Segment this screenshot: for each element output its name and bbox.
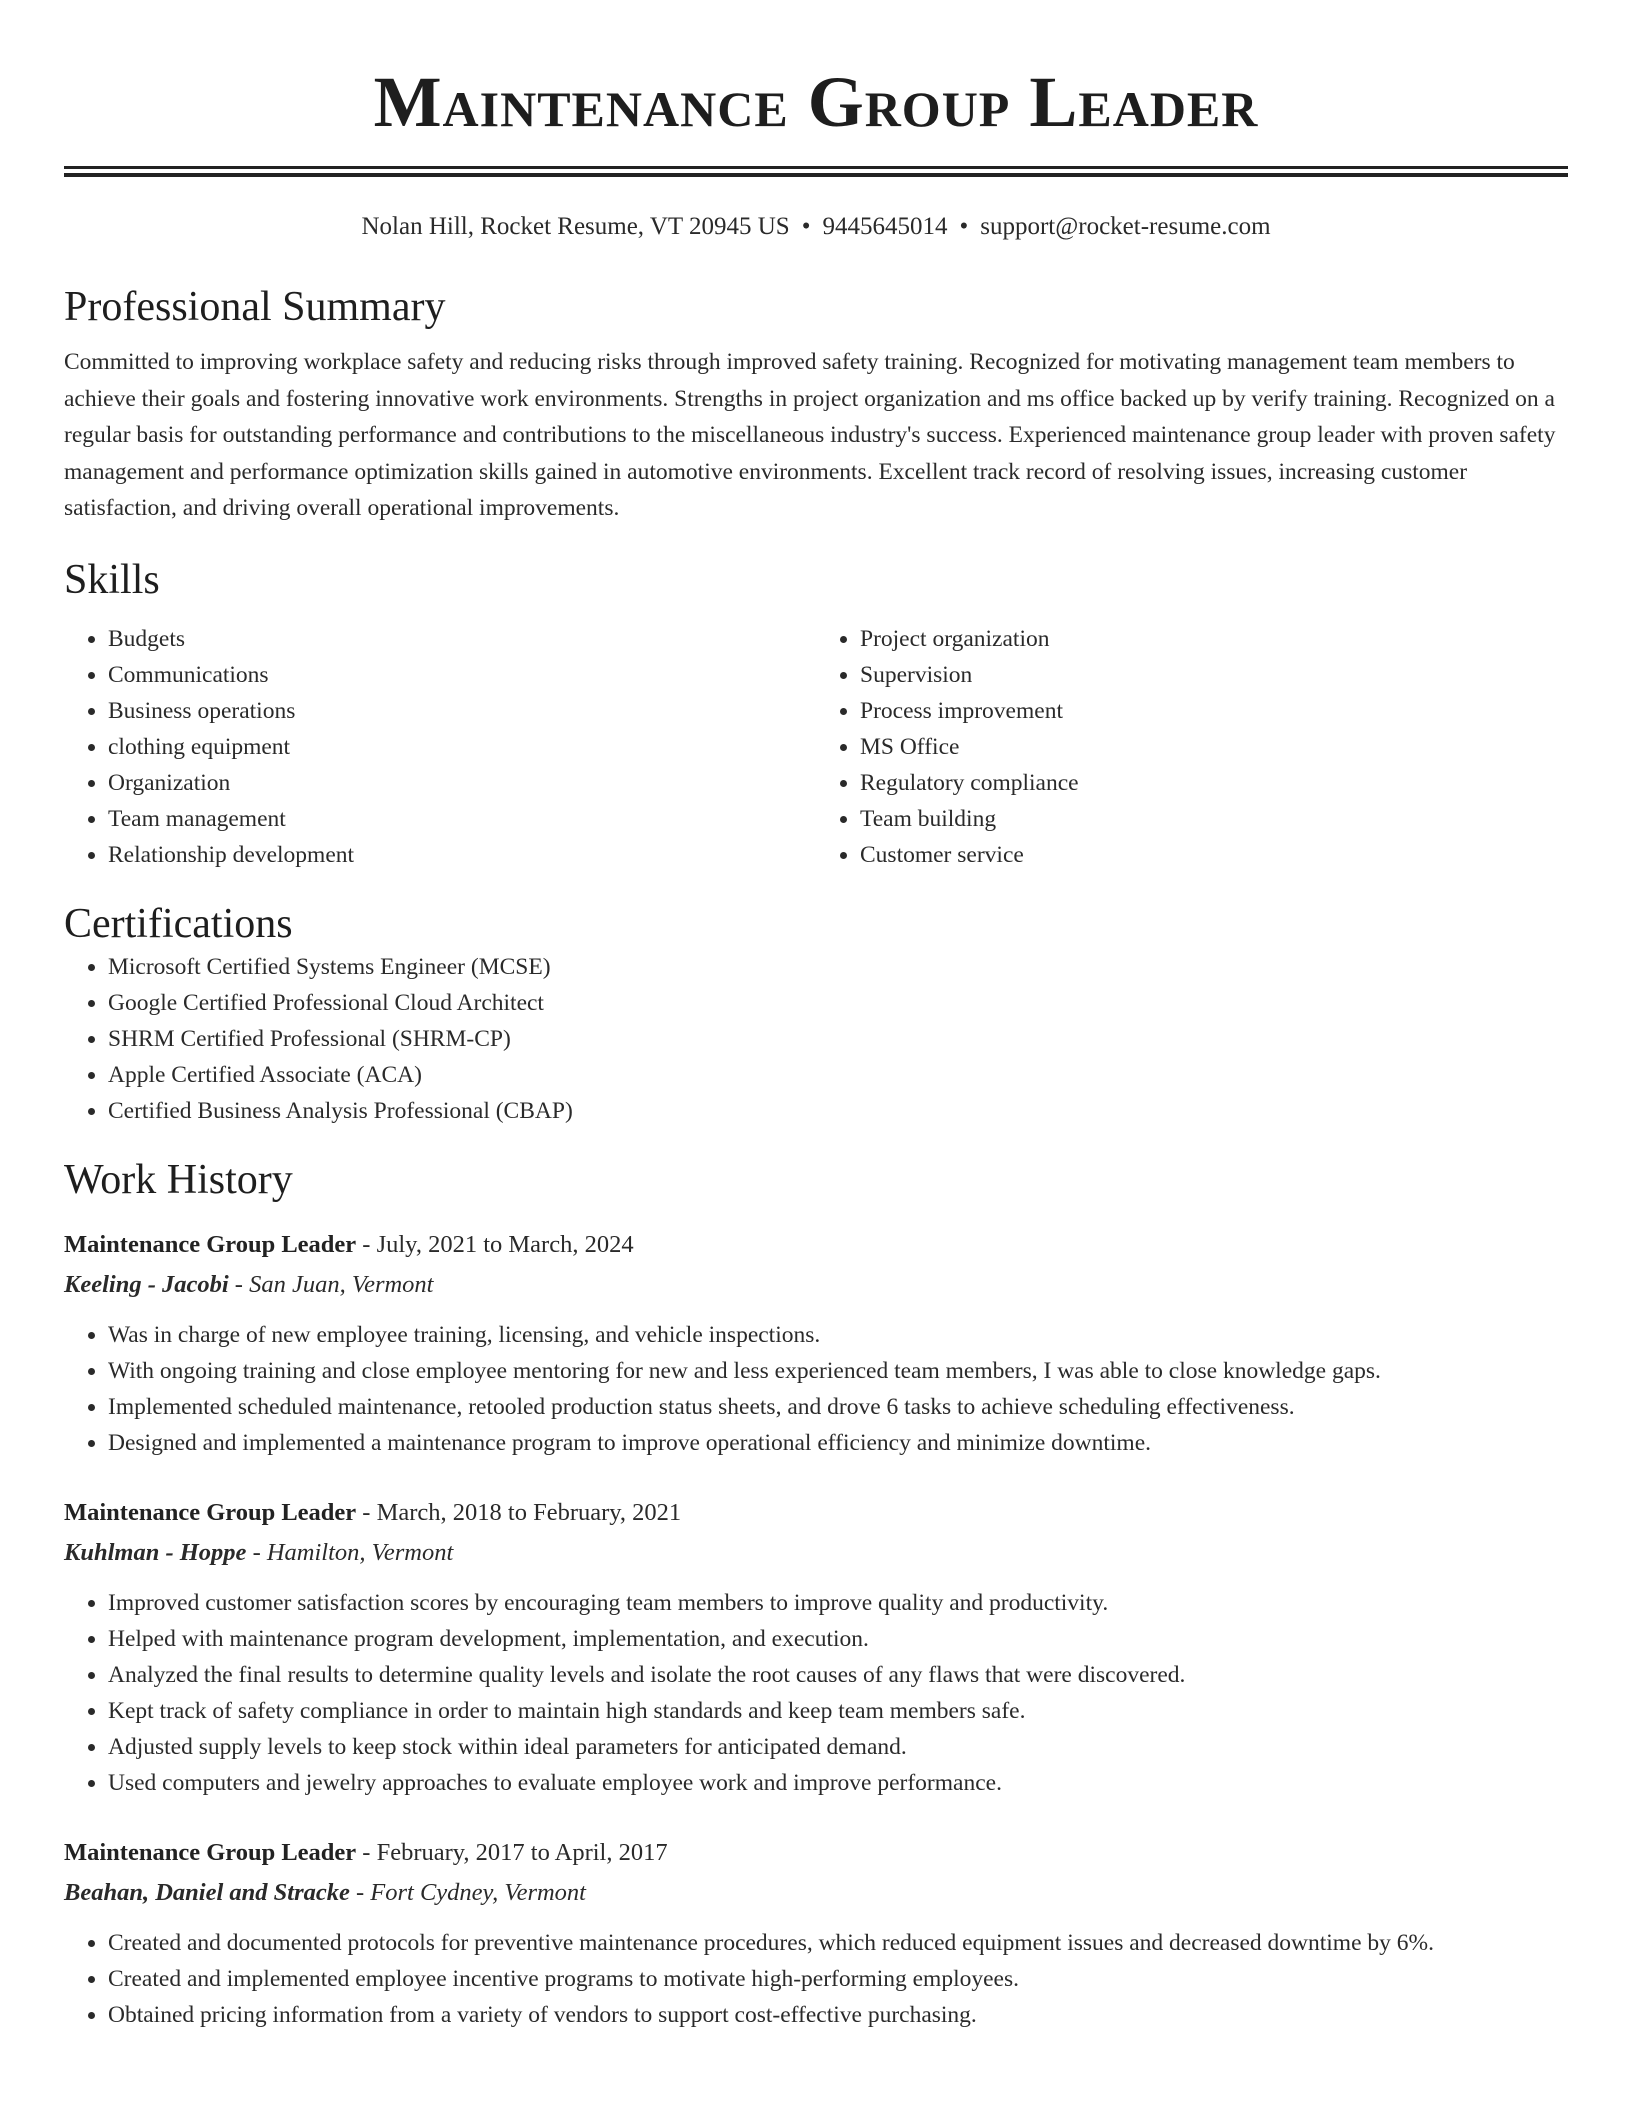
skill-item: • Organization	[108, 765, 816, 801]
job-dates: - March, 2018 to February, 2021	[356, 1498, 682, 1526]
job-bullet: • Created and implemented employee incentive programs to motivate high-performing employees.	[108, 1961, 1568, 1997]
certifications-heading: Certifications	[64, 900, 293, 947]
company-name: Kuhlman - Hoppe	[64, 1538, 247, 1566]
job-bullet: • Obtained pricing information from a variety of vendors to support cost-effective purchasing.	[108, 1997, 1568, 2033]
work-history-heading: Work History	[64, 1156, 293, 1203]
job-bullet: • Helped with maintenance program development, implementation, and execution.	[108, 1621, 1568, 1657]
job-title-line	[64, 1225, 1568, 1265]
summary-text: Committed to improving workplace safety and reducing risks through improved safety training. Recognized for motivating management team members to achieve their goals and fostering innovative work environments. Strengths in project organization and ms office backed up by verify training. Recognized on a regular basis for outstanding performance and contributions to the miscellaneous industry's success. Experienced maintenance group leader with proven safety management and performance optimization skills gained in automotive environments. Excellent track record of resolving issues, increasing customer satisfaction, and driving overall operational improvements.	[64, 349, 1556, 521]
company-line	[64, 1873, 1568, 1913]
skills-list-right	[816, 621, 1568, 873]
skill-item: • clothing equipment	[108, 729, 816, 765]
job-title: Maintenance Group Leader	[64, 1498, 357, 1526]
skill-item: • Relationship development	[108, 837, 816, 873]
company-name: Beahan, Daniel and Stracke	[64, 1878, 350, 1906]
job-title: Maintenance Group Leader	[64, 1230, 357, 1258]
company-line	[64, 1533, 1568, 1573]
contact-separator: •	[959, 213, 969, 240]
skills-grid	[64, 621, 1568, 873]
skill-item: • Customer service	[860, 837, 1568, 873]
skill-item: • Team building	[860, 801, 1568, 837]
skills-heading: Skills	[64, 556, 160, 603]
skill-item: • Team management	[108, 801, 816, 837]
certification-item: • Microsoft Certified Systems Engineer (MCSE)	[108, 949, 1568, 985]
job-bullets	[64, 1317, 1568, 1461]
job-bullet: • With ongoing training and close employee mentoring for new and less experienced team members, I was able to close knowledge gaps.	[108, 1353, 1568, 1389]
job-bullet: • Improved customer satisfaction scores by encouraging team members to improve quality and productivity.	[108, 1585, 1568, 1621]
company-location: - Fort Cydney, Vermont	[349, 1878, 586, 1906]
skill-item: • Regulatory compliance	[860, 765, 1568, 801]
contact-separator: •	[801, 213, 811, 240]
job-entry	[64, 1833, 1568, 2033]
job-title-line	[64, 1833, 1568, 1873]
job-bullet: • Used computers and jewelry approaches to evaluate employee work and improve performance.	[108, 1765, 1568, 1801]
job-bullet: • Designed and implemented a maintenance program to improve operational efficiency and minimize downtime.	[108, 1425, 1568, 1461]
summary-heading: Professional Summary	[64, 284, 446, 330]
certification-item: • Certified Business Analysis Professional (CBAP)	[108, 1093, 1568, 1129]
job-bullet: • Analyzed the final results to determine quality levels and isolate the root causes of any flaws that were discovered.	[108, 1657, 1568, 1693]
skill-item: • Supervision	[860, 657, 1568, 693]
certification-item: • SHRM Certified Professional (SHRM-CP)	[108, 1021, 1568, 1057]
job-bullet: • Adjusted supply levels to keep stock within ideal parameters for anticipated demand.	[108, 1729, 1568, 1765]
certification-item: • Apple Certified Associate (ACA)	[108, 1057, 1568, 1093]
skill-item: • MS Office	[860, 729, 1568, 765]
certifications-list	[64, 949, 1568, 1129]
contact-phone: 9445645014	[822, 213, 948, 240]
job-dates: - February, 2017 to April, 2017	[356, 1838, 668, 1866]
company-line	[64, 1265, 1568, 1305]
job-dates: - July, 2021 to March, 2024	[356, 1230, 634, 1258]
skill-item: • Process improvement	[860, 693, 1568, 729]
job-title-line	[64, 1493, 1568, 1533]
skill-item: • Budgets	[108, 621, 816, 657]
skill-item: • Communications	[108, 657, 816, 693]
job-bullet: • Kept track of safety compliance in order to maintain high standards and keep team members safe.	[108, 1693, 1568, 1729]
skill-item: • Project organization	[860, 621, 1568, 657]
contact-address: Nolan Hill, Rocket Resume, VT 20945 US	[361, 213, 790, 240]
skills-list-left	[64, 621, 816, 873]
job-entry	[64, 1493, 1568, 1801]
job-bullets	[64, 1925, 1568, 2033]
company-name: Keeling - Jacobi	[64, 1270, 229, 1298]
job-bullet: • Was in charge of new employee training, licensing, and vehicle inspections.	[108, 1317, 1568, 1353]
contact-line	[64, 211, 1568, 243]
job-bullet: • Implemented scheduled maintenance, retooled production status sheets, and drove 6 tasks to achieve scheduling effectiveness.	[108, 1389, 1568, 1425]
company-location: - Hamilton, Vermont	[246, 1538, 454, 1566]
job-bullet: • Created and documented protocols for preventive maintenance procedures, which reduced equipment issues and decreased downtime by 6%.	[108, 1925, 1568, 1961]
certification-item: • Google Certified Professional Cloud Architect	[108, 985, 1568, 1021]
company-location: - San Juan, Vermont	[228, 1270, 434, 1298]
title-divider	[64, 166, 1568, 177]
page-title: Maintenance Group Leader	[373, 62, 1259, 142]
job-entry	[64, 1225, 1568, 1461]
skill-item: • Business operations	[108, 693, 816, 729]
job-title: Maintenance Group Leader	[64, 1838, 357, 1866]
contact-email[interactable]: support@rocket-resume.com	[980, 213, 1271, 240]
job-bullets	[64, 1585, 1568, 1801]
